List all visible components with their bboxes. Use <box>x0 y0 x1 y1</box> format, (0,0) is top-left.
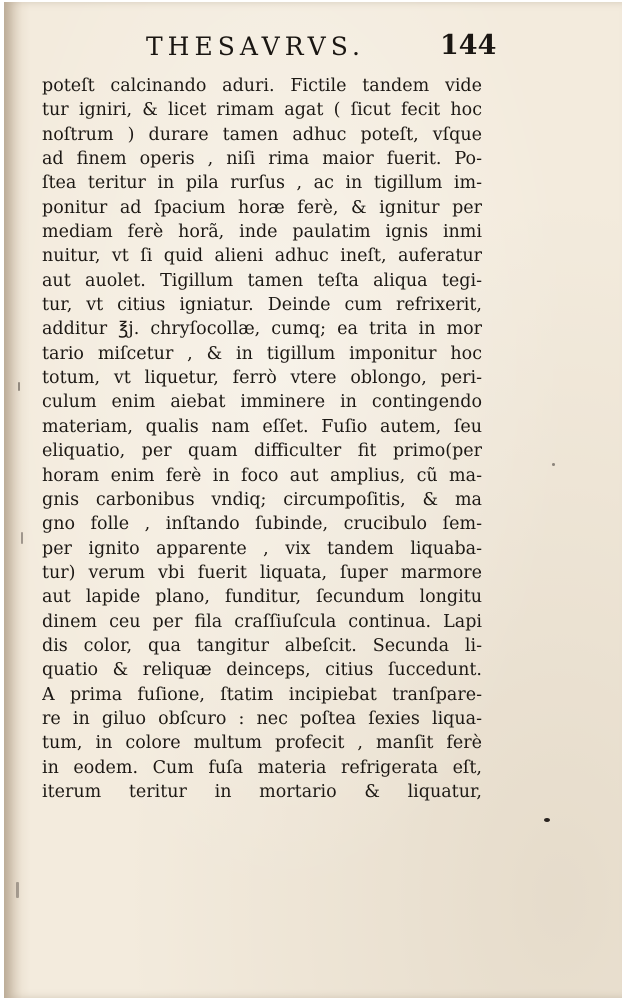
text-line: aut auolet. Tigillum tamen teſta aliqua tegi- <box>42 270 482 291</box>
text-line: culum enim aiebat imminere in contingendo <box>42 392 482 413</box>
text-line: mediam ferè horã, inde paulatim ignis inmi <box>42 222 482 243</box>
text-line: poteſt calcinando aduri. Fictile tandem vide <box>42 76 482 96</box>
text-line: A prima fuſione, ſtatim incipiebat tranſpare- <box>42 684 482 705</box>
text-line: tur, vt citius igniatur. Deinde cum refrixerit, <box>42 295 482 316</box>
text-line: ad finem operis , niſi rima maior fuerit. Po- <box>42 149 482 170</box>
ink-speck <box>21 532 23 544</box>
ink-speck <box>544 818 550 822</box>
text-line: quatio & reliquæ deinceps, citius ſuccedunt. <box>42 660 482 681</box>
text-line: re in giluo obſcuro : nec poſtea ſexies liqua- <box>42 708 482 729</box>
text-line: ponitur ad ſpacium horæ ferè, & ignitur per <box>42 197 482 218</box>
text-line: horam enim ferè in foco aut amplius, cũ ma- <box>42 465 482 486</box>
text-line: tur igniri, & licet rimam agat ( ſicut fecit hoc <box>42 100 482 121</box>
running-head-title: THESAVRVS. <box>146 32 365 61</box>
text-line: tur) verum vbi fuerit liquata, ſuper marmore <box>42 562 482 583</box>
ink-speck <box>16 882 19 898</box>
body-text <box>42 74 482 804</box>
text-line: eliquatio, per quam difficulter fit primo(per <box>42 441 482 462</box>
text-line: per ignito apparente , vix tandem liquaba- <box>42 538 482 559</box>
text-line: materiam, qualis nam eſſet. Fuſio autem, ſeu <box>42 416 482 437</box>
page-number: 144 <box>440 30 497 61</box>
text-line: dinem ceu per fila craſſiuſcula continua. Lapi <box>42 611 482 632</box>
text-line: tum, in colore multum profecit , manſit ferè <box>42 733 482 754</box>
text-line: gno folle , inſtando ſubinde, crucibulo ſem- <box>42 514 482 535</box>
text-line: aut lapide plano, funditur, ſecundum longitu <box>42 587 482 608</box>
ink-speck <box>18 382 20 391</box>
book-page <box>4 2 622 998</box>
text-line: nuitur, vt ſi quid alieni adhuc ineſt, auferatur <box>42 246 482 267</box>
page-gutter-shadow <box>4 2 30 998</box>
text-line: additur ℥j. chryſocollæ, cumq; ea trita in mor <box>42 319 482 340</box>
text-line: gnis carbonibus vndiq; circumpoſitis, & ma <box>42 489 482 510</box>
text-line: noſtrum ) durare tamen adhuc poteſt, vſque <box>42 124 482 145</box>
text-line: tario miſcetur , & in tigillum imponitur hoc <box>42 343 482 364</box>
text-line: iterum teritur in mortario & liquatur, <box>42 781 482 802</box>
text-line: ſtea teritur in pila rurſus , ac in tigillum im- <box>42 173 482 194</box>
ink-speck <box>552 463 555 466</box>
text-line: in eodem. Cum fuſa materia refrigerata eſt, <box>42 757 482 778</box>
running-head <box>4 32 622 72</box>
text-line: totum, vt liquetur, ferrò vtere oblongo, peri- <box>42 368 482 389</box>
text-line: dis color, qua tangitur albeſcit. Secunda li- <box>42 635 482 656</box>
